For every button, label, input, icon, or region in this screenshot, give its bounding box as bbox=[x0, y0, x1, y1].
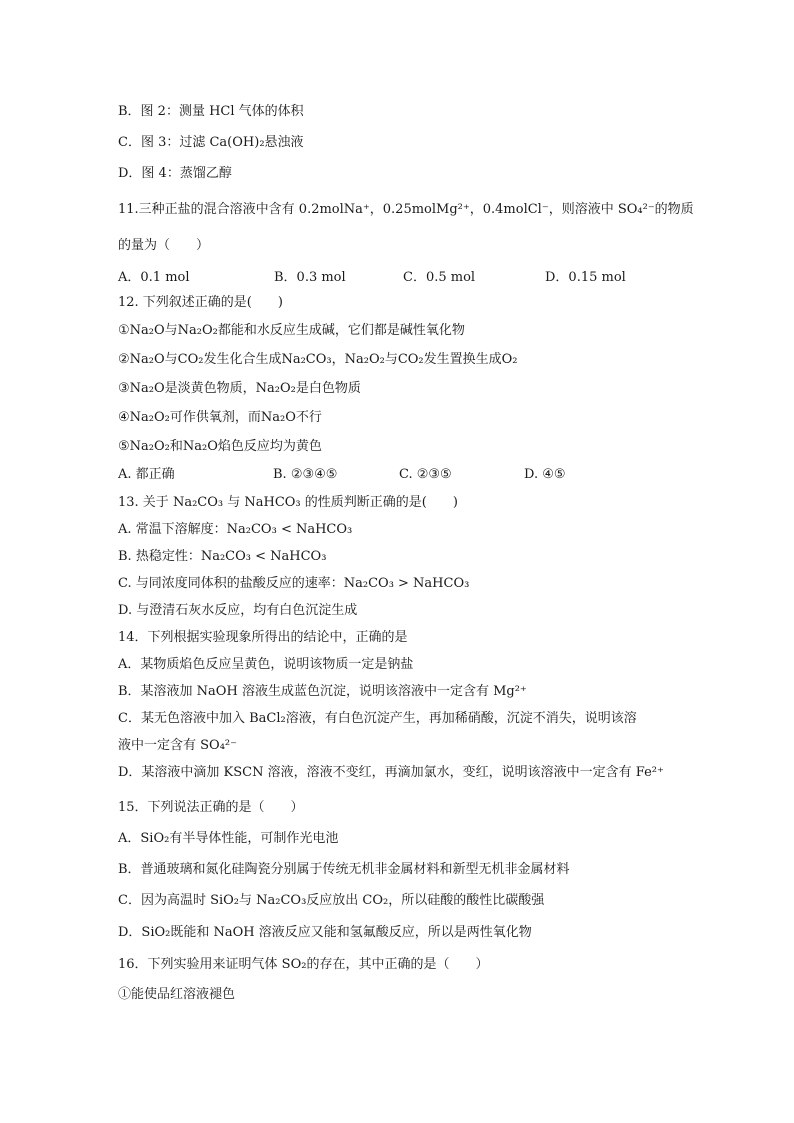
q11-option-a: A．0.1 mol bbox=[118, 270, 190, 285]
q14-option-d: D．某溶液中滴加 KSCN 溶液，溶液不变红，再滴加氯水，变红，说明该溶液中一定含有 Fe²⁺ bbox=[118, 765, 664, 780]
q12-option-c: C. ②③⑤ bbox=[399, 467, 452, 482]
q12-statement-4: ④Na₂O₂可作供氧剂，而Na₂O不行 bbox=[118, 410, 322, 425]
q11-stem-line2: 的量为（ ） bbox=[118, 238, 210, 253]
q14-option-b: B．某溶液加 NaOH 溶液生成蓝色沉淀，说明该溶液中一定含有 Mg²⁺ bbox=[118, 684, 527, 699]
q12-statement-3: ③Na₂O是淡黄色物质，Na₂O₂是白色物质 bbox=[118, 381, 361, 396]
q12-statement-5: ⑤Na₂O₂和Na₂O焰色反应均为黄色 bbox=[118, 439, 322, 454]
q11-stem-line1: 11.三种正盐的混合溶液中含有 0.2molNa⁺，0.25molMg²⁺，0.4molCl⁻，则溶液中 SO₄²⁻的物质 bbox=[118, 202, 694, 217]
q12-statement-1: ①Na₂O与Na₂O₂都能和水反应生成碱，它们都是碱性氧化物 bbox=[118, 323, 465, 338]
q13-option-d: D. 与澄清石灰水反应，均有白色沉淀生成 bbox=[118, 603, 358, 618]
q12-option-b: B. ②③④⑤ bbox=[273, 467, 338, 482]
q15-option-c: C．因为高温时 SiO₂与 Na₂CO₃反应放出 CO₂，所以硅酸的酸性比碳酸强 bbox=[118, 893, 545, 908]
q14-option-c-line1: C．某无色溶液中加入 BaCl₂溶液，有白色沉淀产生，再加稀硝酸，沉淀不消失，说明该溶 bbox=[118, 711, 637, 726]
q16-stem: 16．下列实验用来证明气体 SO₂的存在，其中正确的是（ ） bbox=[118, 957, 489, 972]
q11-option-b: B．0.3 mol bbox=[274, 270, 346, 285]
q13-option-a: A. 常温下溶解度：Na₂CO₃ < NaHCO₃ bbox=[118, 522, 353, 537]
q15-option-d: D．SiO₂既能和 NaOH 溶液反应又能和氢氟酸反应，所以是两性氧化物 bbox=[118, 925, 532, 940]
q11-option-c: C．0.5 mol bbox=[403, 270, 476, 285]
q15-stem: 15．下列说法正确的是（ ） bbox=[118, 800, 304, 815]
q13-option-c: C. 与同浓度同体积的盐酸反应的速率：Na₂CO₃ > NaHCO₃ bbox=[118, 576, 470, 591]
q14-stem: 14．下列根据实验现象所得出的结论中，正确的是 bbox=[118, 630, 408, 645]
prev-option-c: C．图 3：过滤 Ca(OH)₂悬浊液 bbox=[118, 135, 304, 150]
q13-stem: 13. 关于 Na₂CO₃ 与 NaHCO₃ 的性质判断正确的是( ) bbox=[118, 495, 458, 510]
q12-option-a: A. 都正确 bbox=[118, 467, 175, 482]
q13-option-b: B. 热稳定性：Na₂CO₃ < NaHCO₃ bbox=[118, 549, 327, 564]
q14-option-a: A．某物质焰色反应呈黄色，说明该物质一定是钠盐 bbox=[118, 657, 414, 672]
prev-option-b: B．图 2：测量 HCl 气体的体积 bbox=[118, 104, 304, 119]
q12-statement-2: ②Na₂O与CO₂发生化合生成Na₂CO₃，Na₂O₂与CO₂发生置换生成O₂ bbox=[118, 352, 518, 367]
q16-statement-1: ①能使品红溶液褪色 bbox=[118, 987, 236, 1002]
prev-option-d: D．图 4：蒸馏乙醇 bbox=[118, 166, 232, 181]
q12-option-d: D. ④⑤ bbox=[524, 467, 566, 482]
q15-option-b: B．普通玻璃和氮化硅陶瓷分别属于传统无机非金属材料和新型无机非金属材料 bbox=[118, 862, 570, 877]
q12-stem: 12. 下列叙述正确的是( ) bbox=[118, 295, 283, 310]
q14-option-c-line2: 液中一定含有 SO₄²⁻ bbox=[118, 738, 237, 753]
q15-option-a: A．SiO₂有半导体性能，可制作光电池 bbox=[118, 831, 339, 846]
q11-option-d: D．0.15 mol bbox=[545, 270, 626, 285]
